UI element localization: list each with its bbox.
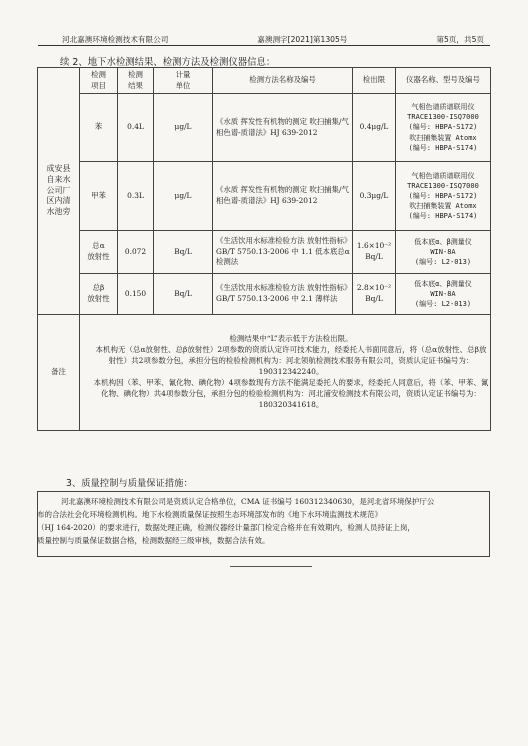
col-header-method: 检测方法名称及编号 [213,68,353,94]
page-header [38,34,490,45]
item-cell [80,231,118,274]
col-header-limit: 检出限 [353,68,396,94]
cell-line: (编号: L2-013) [414,258,472,267]
cell-line: 1.6×10⁻² [356,241,392,251]
limit-cell [353,231,396,274]
cell-line: 计量 [175,69,191,79]
cell-line: 结果 [128,80,143,90]
qc-line: 质量控制与质量保证数据合格，检测数据经三级审核，数据合法有效。 [37,536,270,546]
cell-line: 成安县 [46,164,71,173]
instrument-cell [396,274,491,315]
cell-line: 甲苯 [91,190,106,200]
notes-label: 备注 [38,315,80,431]
cell-line: 吹扫捕集装置 Atomx [409,202,477,211]
sampling-site-cell [38,68,80,315]
cell-line: 总β [92,283,105,293]
result-cell: 0.150 [118,274,154,315]
unit-cell: μg/L [154,94,213,162]
table-row [38,94,491,162]
col-header-instrument: 仪器名称、型号及编号 [396,68,491,94]
limit-cell [353,274,396,315]
item-cell [80,162,118,231]
table-header-row [38,68,491,94]
cell-line: (编号: HBPA-S174) [408,143,478,152]
qc-line: 布的合法社会化环境检测机构。地下水检测质量保证按照生态环境部发布的《地下水环境监测技术规范》 [37,510,382,520]
cell-line: 单位 [175,80,191,90]
cell-line: (编号: HBPA-S172) [408,191,478,200]
cell-line: 气相色谱质谱联用仪 [411,171,475,180]
method-cell: 《生活饮用水标准检验方法 放射性指标》GB/T 5750.13-2006 中 2.1 薄样法 [213,274,353,315]
note-line: 本机构因（苯、甲苯、氰化物、碘化物）4项参数现有方法不能满足委托人的要求，经委托人同意后，将（苯、甲苯、氰化物、碘化物）共4项参数分包，承担分包的检验检测机构为：河北浦安检测技术有限公司，资质认定证书编号为：180320341618。 [93,377,489,409]
cell-line: 总α [92,241,105,251]
cell-line: 公司厂 [46,185,71,195]
cell-line: (编号: HBPA-S174) [408,212,478,221]
qc-text [37,495,485,547]
report-number: 嘉澳测字[2021]第1305号 [257,35,348,44]
table-row [38,274,491,315]
qc-line: 河北嘉澳环境检测技术有限公司是资质认定合格单位，CMA 证书编号 160312340630，是河北省环境保护厅公 [61,497,435,506]
cell-line: 放射性 [87,252,110,261]
instrument-cell [396,231,491,274]
notes-content [80,315,491,431]
method-cell: 《生活饮用水标准检验方法 放射性指标》GB/T 5750.13-2006 中 1.1 低本底总α检测法 [213,231,353,274]
limit-cell [353,94,396,162]
cell-line: 检测 [128,69,143,79]
item-cell [80,274,118,315]
page-number: 第5页，共5页 [436,35,484,44]
unit-cell: Bq/L [154,231,213,274]
method-cell: 《水质 挥发性有机物的测定 吹扫捕集/气相色谱-质谱法》HJ 639-2012 [213,162,353,231]
unit-cell: Bq/L [154,274,213,315]
instrument-cell [396,162,491,231]
cell-line: 吹扫捕集装置 Atomx [409,133,477,142]
cell-line: 水池旁 [46,207,71,217]
cell-line: WIN-8A [430,289,456,298]
cell-line: 0.4μg/L [359,122,389,132]
cell-line: Bq/L [365,252,383,261]
cell-line: 低本底α、β测量仪 [414,237,472,246]
cell-line: 苯 [94,122,103,132]
cell-line: 低本底α、β测量仪 [414,279,472,288]
cell-line: 放射性 [87,294,110,303]
limit-cell [353,162,396,231]
qc-section-title: 3、质量控制与质量保证措施： [66,478,193,489]
unit-cell: μg/L [154,162,213,231]
cell-line: 项目 [91,80,106,90]
notes-row [38,315,491,431]
qc-line: （HJ 164-2020）的要求进行，数据处理正确，检测仪器经计量部门检定合格并在有效期内，检测人员持证上岗， [37,523,415,533]
cell-line: (编号: L2-013) [414,300,472,309]
company-name: 河北嘉澳环境检测技术有限公司 [62,35,169,44]
result-cell: 0.072 [118,231,154,274]
method-cell: 《水质 挥发性有机物的测定 吹扫捕集/气相色谱-质谱法》HJ 639-2012 [213,94,353,162]
cell-line: Bq/L [365,294,383,303]
note-line: 检测结果中“L”表示低于方法检出限。 [229,334,353,344]
result-cell: 0.4L [118,94,154,162]
col-header-result [118,68,154,94]
cell-line: 检测 [91,69,106,79]
col-header-item [80,68,118,94]
end-divider [230,566,312,567]
item-cell [80,94,118,162]
cell-line: (编号: HBPA-S172) [408,123,478,132]
section-title: 续 2、地下水检测结果、检测方法及检测仪器信息： [60,57,276,68]
cell-line: TRACE1300-ISQ7000 [407,181,479,190]
table-row [38,162,491,231]
cell-line: 2.8×10⁻² [356,283,392,293]
cell-line: 区内清 [46,196,71,206]
cell-line: WIN-8A [430,247,456,256]
col-header-unit [154,68,213,94]
result-cell: 0.3L [118,162,154,231]
cell-line: 自来水 [46,174,71,184]
cell-line: TRACE1300-ISQ7000 [407,113,479,122]
cell-line: 气相色谱质谱联用仪 [411,103,475,112]
header-divider [38,45,490,46]
cell-line: 0.3μg/L [359,190,389,200]
instrument-cell [396,94,491,162]
table-row [38,231,491,274]
results-table [37,67,491,431]
note-line: 本机构无（总α放射性、总β放射性）2项参数的资质认定许可技术能力，经委托人书面同意后，将（总α放射性、总β放射性）共2项参数分包，承担分包的检验检测机构为：河北领航检测技术服务有限公司，资质认定证书编号为：190312342240。 [95,345,487,377]
